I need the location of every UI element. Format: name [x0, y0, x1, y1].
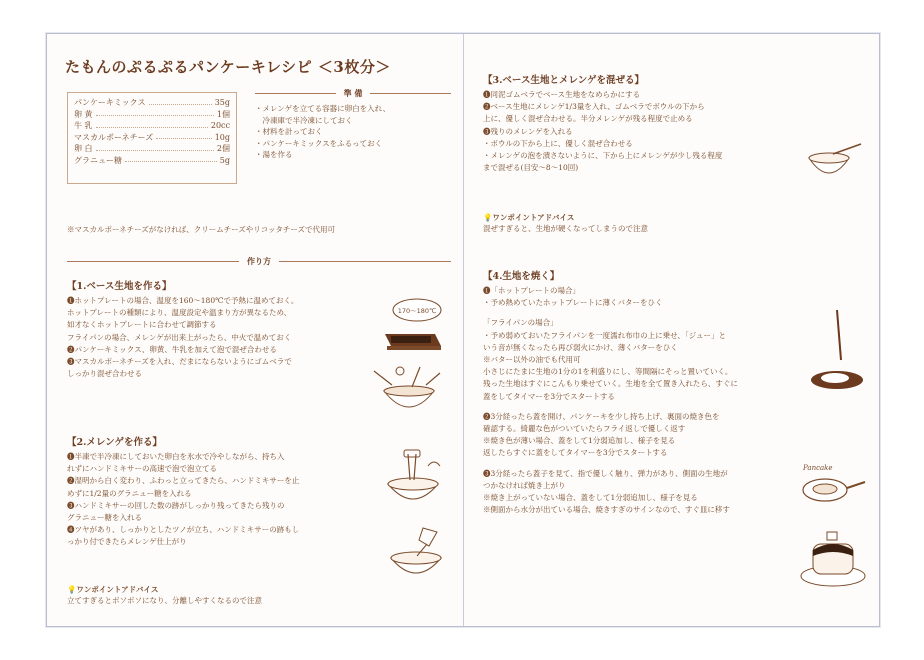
frying-pan-illustration [799, 460, 867, 508]
instruction-line: ※焼き色が薄い場合、蓋をして1分弱追加し、様子を見る [483, 436, 676, 446]
instruction-line: ❶ホットプレートの場合、温度を160～180℃で予熱に温めておく。 [67, 296, 299, 305]
leader-dots [156, 132, 211, 140]
spatula-bowl-illustration [803, 134, 865, 186]
tip-right [483, 212, 648, 234]
instruction-line: ❷ベース生地にメレンゲ1/3量を入れ、ゴムベラでボウルの下から [483, 102, 705, 112]
instruction-line: まで混ぜる(目安～8～10回) [483, 163, 579, 173]
instruction-line: 如才なくホットプレートに合わせて調節する [67, 320, 217, 330]
ingredient-qty: 35g [214, 98, 230, 107]
instruction-line: れずにハンドミキサーの高速で泡で泡立てる [67, 464, 217, 474]
recipe-title: たもんのぷるぷるパンケーキレシピ ＜3枚分＞ [65, 58, 391, 76]
ingredient-qty: 20cc [210, 121, 230, 130]
instruction-line: 上に、優しく混ぜ合わせる。半分メレンゲが残る程度で止める [483, 114, 693, 124]
recipe-book-spread [46, 33, 880, 627]
prep-item: ・パンケーキミックスをふるっておく [255, 138, 383, 148]
instruction-line: ❶半凍で半冷凍にしておいた卵白を氷水で冷やしながら、持ち入 [67, 452, 285, 461]
instruction-line: つかなければ焼き上がり [483, 480, 566, 490]
lightbulb-icon: 💡 [483, 213, 493, 222]
instruction-line: めずに1/2量のグラニュー糖を入れる [67, 488, 192, 498]
instruction-line: 確認する。綺麗な色がついていたらフライ返しで優しく返す [483, 424, 686, 434]
prep-item: 冷凍庫で半冷凍にしておく [255, 115, 353, 125]
ingredient-name: 牛 乳 [74, 121, 93, 130]
ingredient-name: 卵 黄 [74, 109, 93, 119]
instruction-line: ・ボウルの下から上に、優しく混ぜ合わせる [483, 138, 633, 148]
ingredient-qty: 2個 [216, 144, 230, 153]
instruction-line: グラニュー糖を入れる [67, 513, 142, 523]
instruction-line: 返したらすぐに蓋をしてタイマーを3分でスタートする [483, 448, 668, 458]
ingredient-row [74, 97, 230, 109]
instruction-line: 「フライパンの場合」 [483, 318, 558, 328]
prep-item: ・メレンゲを立てる容器に卵白を入れ、 [255, 104, 391, 113]
meringue-bowl-illustration [380, 448, 446, 510]
ingredient-qty: 10g [214, 132, 230, 142]
instruction-line: ・予め弱めておいたフライパンを一度濡れ布巾の上に乗せ、「ジュー」と [483, 330, 726, 340]
left-page [65, 56, 451, 616]
whisk-bowl-illustration [383, 524, 449, 586]
thermo-label: 170～180℃ [397, 307, 437, 315]
instruction-line: ・メレンゲの泡を潰さないように、下から上にメレンゲが少し残る程度 [483, 151, 723, 161]
instruction-line: ❶「ホットプレートの場合」 [483, 286, 580, 295]
ingredient-qty: 1個 [216, 109, 230, 119]
ingredient-row [74, 109, 230, 121]
leader-dots [96, 120, 208, 128]
instruction-line: ❷パンケーキミックス、卵黄、牛乳を加えて泡で混ぜ合わせる [67, 344, 277, 354]
ingredient-name: グラニュー糖 [74, 155, 122, 165]
instruction-line: ❷湿明から白く変わり、ふわっと立ってきたら、ハンドミキサーを止 [67, 476, 300, 486]
ingredient-name: パンケーキミックス [74, 98, 146, 107]
lightbulb-icon: 💡 [67, 585, 77, 594]
pan-label: Pancake [803, 464, 833, 472]
ingredient-name: マスカルポーネチーズ [74, 132, 154, 142]
instruction-line: ※バター以外の油でも代用可 [483, 355, 581, 365]
prep-item: ・材料を計っておく [255, 127, 323, 136]
batter-ladle-illustration [805, 308, 865, 394]
instruction-line: ※側面から水分が出ている場合、焼きすぎのサインなので、すぐ皿に移す [483, 505, 730, 515]
instruction-line [483, 403, 867, 411]
pancake-stack-illustration [799, 520, 867, 590]
ingredients-box [67, 92, 237, 184]
instruction-line: ※焼き上がっていない場合、蓋をして1分弱追加し、様子を見る [483, 493, 698, 503]
prep-block [255, 88, 451, 161]
instruction-line: ❸残りのメレンゲを入れる [483, 126, 573, 136]
ingredient-row [74, 132, 230, 144]
hotplate-illustration [377, 296, 447, 358]
instruction-line: フライパンの場合、メレンゲが出来上がったら、中火で温めておく [67, 332, 292, 342]
leader-dots [96, 109, 214, 117]
section-title: 【1.ベース生地を作る】 [67, 281, 172, 292]
instruction-line: ❹ツヤがあり、しっかりとしたツノが立ち、ハンドミキサーの跡もし [67, 525, 300, 535]
section-title: 【4.生地を焼く】 [483, 271, 560, 282]
book-spine [463, 34, 464, 626]
method-heading: 作り方 [67, 256, 451, 267]
right-page [483, 72, 867, 617]
section-title: 【2.メレンゲを作る】 [67, 437, 162, 448]
instruction-line: 小さじにたまに生地の1分の1を利盛りにし、等間隔にそっと置いていく。 [483, 367, 733, 377]
instruction-line: しっかり混ぜ合わせる [67, 369, 142, 379]
instruction-line: 蓋をしてタイマーを3分でスタートする [483, 391, 615, 401]
instruction-line: ❸3分経ったら蓋子を見て、指で優しく触り、弾力があり、側面の生地が [483, 468, 728, 478]
ingredient-row [74, 155, 230, 167]
tip-left-title: ワンポイントアドバイス [76, 585, 159, 594]
section-title: 【3.ベース生地とメレンゲを混ぜる】 [483, 75, 645, 86]
leader-dots [125, 155, 217, 163]
prep-item: ・湯を作る [255, 150, 293, 159]
tip-left [67, 584, 262, 606]
instruction-line: ・予め熱めていたホットプレートに薄くバターをひく [483, 298, 663, 308]
instruction-line: いう音が無くなったら再び弱火にかけ、薄くバターをひく [483, 342, 678, 352]
ingredient-name: 卵 白 [74, 144, 93, 153]
instruction-line: ホットプレートの種類により、温度設定や温まり方が異なるため、 [67, 308, 292, 318]
instruction-line: ❸マスカルポーネチーズを入れ、だまにならないようにゴムベラで [67, 357, 292, 367]
tip-right-text: 混ぜすぎると、生地が硬くなってしまうので注意 [483, 224, 648, 233]
tip-right-title: ワンポイントアドバイス [492, 213, 575, 222]
instruction-line: ❷3分経ったら蓋を開け、パンケーキを少し持ち上げ、裏面の焼き色を [483, 411, 720, 421]
instruction-line: 残った生地はすぐにこんもり乗せていく。生地を全て置き入れたら、すぐに [483, 379, 738, 389]
ingredient-qty: 5g [219, 155, 230, 165]
instruction-line: っかり付できたらメレンゲ仕上がり [67, 537, 187, 547]
leader-dots [149, 97, 212, 105]
tip-left-text: 立てすぎるとボソボソになり、分離しやすくなるので注意 [67, 596, 262, 605]
prep-list [255, 103, 451, 161]
ingredient-row [74, 143, 230, 155]
leader-dots [96, 143, 214, 151]
prep-heading: 準 備 [255, 88, 451, 99]
instruction-line: ❸ハンドミキサーの回した数の跡がしっかり残ってきたら残りの [67, 500, 285, 510]
substitution-note: ※マスカルポーネチーズがなければ、クリームチーズやリコッタチーズで代用可 [67, 225, 336, 234]
mixing-bowl-illustration [370, 361, 448, 421]
ingredient-row [74, 120, 230, 132]
instruction-line: ❶同泥ゴムベラでベース生地をなめらかにする [483, 90, 641, 99]
